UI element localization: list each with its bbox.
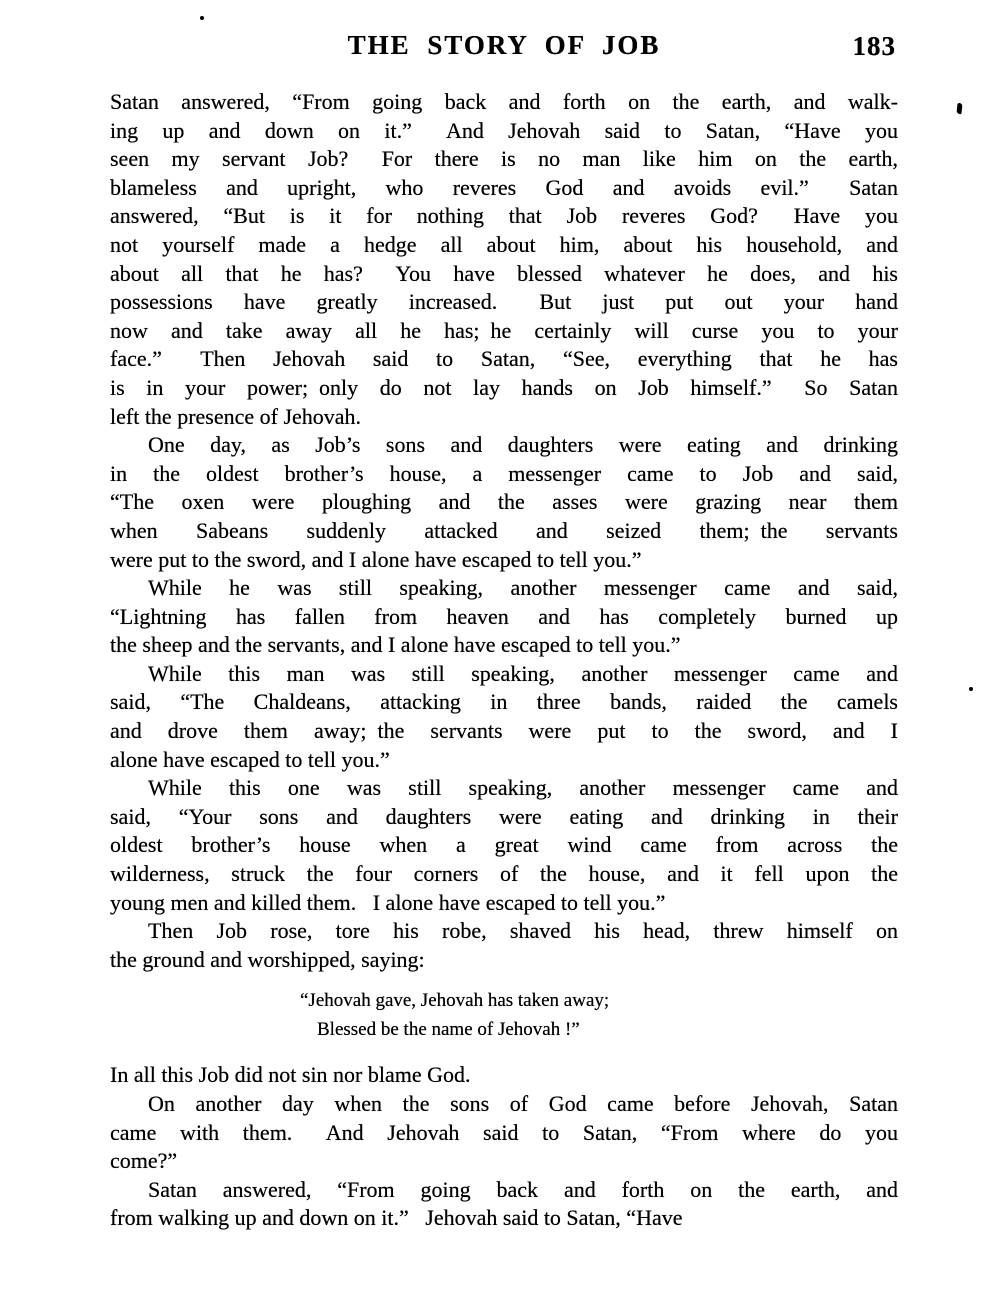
text-line: Satan answered, “From going back and forth on the earth, and walk- — [110, 89, 898, 114]
verse-line: “Jehovah gave, Jehovah has taken away; — [300, 990, 610, 1012]
text-line: While this one was still speaking, another messenger came and — [148, 775, 898, 801]
text-line: said, “The Chaldeans, attacking in three bands, raided the camels — [110, 689, 898, 715]
text-line: the sheep and the servants, and I alone have escaped to tell you.” — [110, 632, 681, 658]
paragraph — [110, 1176, 898, 1233]
text-line: about all that he has? You have blessed whatever he does, and his — [110, 260, 898, 286]
scan-speck-dot — [200, 16, 204, 20]
text-line: from walking up and down on it.” Jehovah said to Satan, “Have — [110, 1205, 683, 1231]
running-title: THE STORY OF JOB — [347, 30, 661, 60]
text-line: face.” Then Jehovah said to Satan, “See, everything that he has — [110, 346, 898, 372]
text-line: possessions have greatly increased. But just put out your hand — [110, 289, 898, 315]
text-line: On another day when the sons of God came before Jehovah, Satan — [148, 1091, 898, 1116]
text-line: come?” — [110, 1148, 178, 1174]
paragraph — [110, 917, 898, 974]
text-line: While this man was still speaking, another messenger came and — [148, 660, 898, 686]
paragraph — [110, 1061, 898, 1090]
text-line: “Lightning has fallen from heaven and has completely burned up — [110, 603, 898, 629]
text-line: Satan answered, “From going back and forth on the earth, and — [148, 1176, 898, 1202]
text-line: In all this Job did not sin nor blame God. — [110, 1062, 471, 1088]
text-line: left the presence of Jehovah. — [110, 403, 362, 429]
text-line: were put to the sword, and I alone have escaped to tell you.” — [110, 546, 642, 572]
page-header — [110, 30, 898, 66]
scan-speck-dot — [969, 687, 973, 691]
page-number: 183 — [852, 31, 896, 61]
scan-speck-mark — [956, 103, 962, 114]
text-line: not yourself made a hedge all about him, about his household, and — [110, 231, 898, 257]
paragraph — [110, 774, 898, 917]
text-line: in the oldest brother’s house, a messenger came to Job and said, — [110, 460, 898, 486]
text-line: and drove them away; the servants were put to the sword, and I — [110, 718, 898, 744]
text-line: One day, as Job’s sons and daughters were eating and drinking — [148, 432, 898, 458]
text-line: came with them. And Jehovah said to Satan, “From where do you — [110, 1119, 898, 1145]
text-line: answered, “But is it for nothing that Job reveres God? Have you — [110, 203, 898, 229]
text-line: wilderness, struck the four corners of the house, and it fell upon the — [110, 861, 898, 887]
paragraph — [110, 431, 898, 574]
text-line: now and take away all he has; he certainly will curse you to your — [110, 317, 898, 343]
text-line: the ground and worshipped, saying: — [110, 946, 425, 972]
text-line: is in your power; only do not lay hands on Job himself.” So Satan — [110, 374, 898, 400]
text-line: seen my servant Job? For there is no man like him on the earth, — [110, 146, 898, 172]
text-line: young men and killed them. I alone have escaped to tell you.” — [110, 889, 666, 915]
text-line: ing up and down on it.” And Jehovah said to Satan, “Have you — [110, 117, 898, 143]
paragraph — [110, 1090, 898, 1176]
text-line: Then Job rose, tore his robe, shaved his head, threw himself on — [148, 918, 898, 944]
text-line: “The oxen were ploughing and the asses were grazing near them — [110, 489, 898, 515]
text-line: oldest brother’s house when a great wind came from across the — [110, 832, 898, 858]
text-line: when Sabeans suddenly attacked and seized them; the servants — [110, 517, 898, 543]
text-line: blameless and upright, who reveres God and avoids evil.” Satan — [110, 174, 898, 200]
text-line: said, “Your sons and daughters were eating and drinking in their — [110, 803, 898, 829]
text-column — [110, 88, 898, 1233]
paragraph — [110, 88, 898, 431]
text-line: While he was still speaking, another messenger came and said, — [148, 575, 898, 601]
paragraph — [110, 660, 898, 774]
text-line: alone have escaped to tell you.” — [110, 746, 390, 772]
paragraph — [110, 574, 898, 660]
verse-block — [300, 986, 898, 1044]
verse-line: Blessed be the name of Jehovah !” — [317, 1019, 580, 1041]
